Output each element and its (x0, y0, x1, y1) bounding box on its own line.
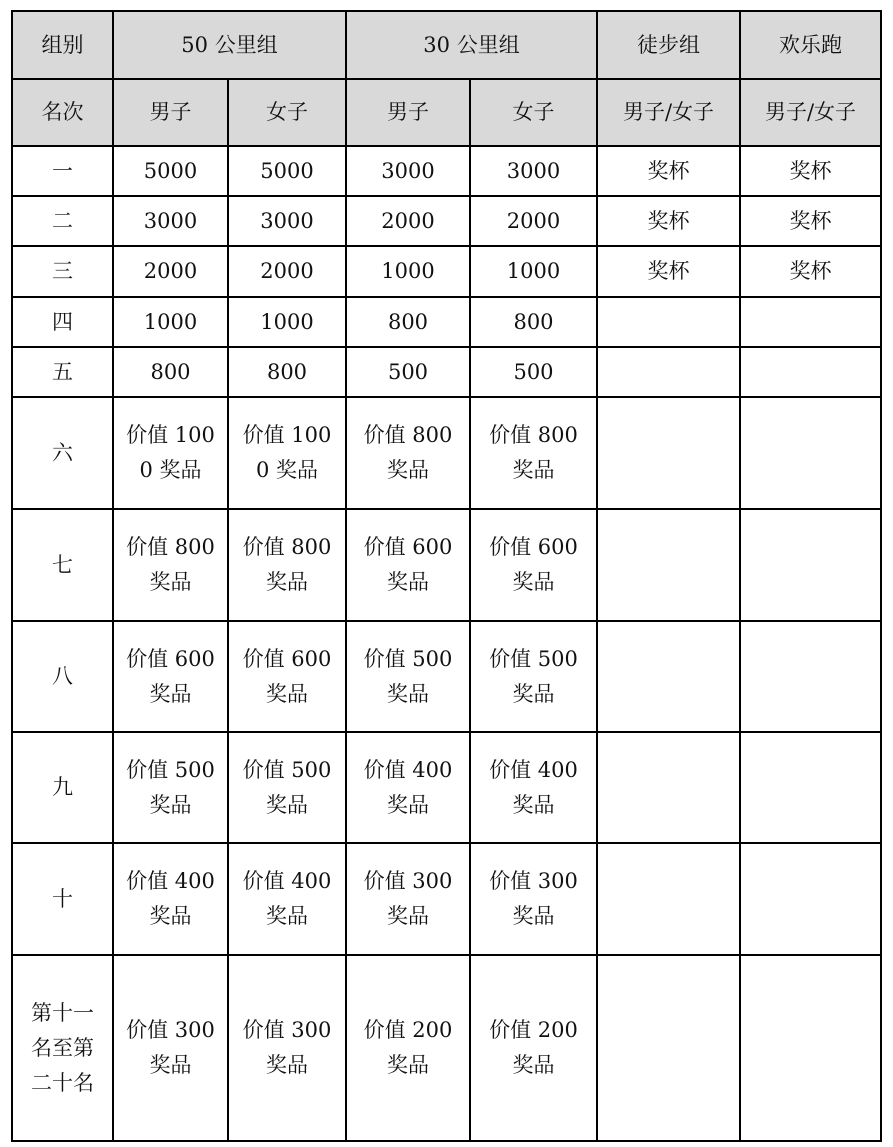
prize-cell (740, 509, 881, 621)
table-row (12, 397, 881, 509)
prize-cell (597, 621, 740, 732)
prize-cell: 价值 800 奖品 (228, 509, 346, 621)
prize-cell: 500 (470, 347, 597, 397)
prize-cell: 3000 (228, 196, 346, 246)
prize-cell: 500 (346, 347, 470, 397)
table-row (12, 196, 881, 246)
prize-cell: 价值 600 奖品 (346, 509, 470, 621)
prize-cell: 价值 400 奖品 (346, 732, 470, 843)
prize-cell: 3000 (470, 146, 597, 196)
prize-cell: 价值 800 奖品 (346, 397, 470, 509)
table-row (12, 621, 881, 732)
prize-cell: 价值 500 奖品 (113, 732, 228, 843)
prize-cell: 价值 500 奖品 (346, 621, 470, 732)
prize-cell (740, 732, 881, 843)
table-row (12, 509, 881, 621)
prize-cell: 2000 (346, 196, 470, 246)
rank-cell: 二 (12, 196, 113, 246)
prize-cell: 奖杯 (740, 146, 881, 196)
prize-cell: 3000 (113, 196, 228, 246)
rank-cell: 三 (12, 246, 113, 297)
prize-cell: 价值 400 奖品 (470, 732, 597, 843)
prize-cell (597, 297, 740, 347)
prize-cell (597, 397, 740, 509)
table-row (12, 297, 881, 347)
table-row (12, 732, 881, 843)
prize-cell: 价值 500 奖品 (228, 732, 346, 843)
rank-cell: 五 (12, 347, 113, 397)
prize-cell: 价值 1000 奖品 (113, 397, 228, 509)
prize-cell: 奖杯 (740, 196, 881, 246)
header-rank-label: 名次 (12, 79, 113, 146)
prize-cell (597, 732, 740, 843)
header-row-genders (12, 79, 881, 146)
header-30km-female: 女子 (470, 79, 597, 146)
prize-cell (740, 843, 881, 955)
prize-cell (597, 509, 740, 621)
prize-cell: 价值 300 奖品 (113, 955, 228, 1141)
rank-cell: 第十一名至第二十名 (12, 955, 113, 1141)
rank-cell: 四 (12, 297, 113, 347)
header-30km: 30 公里组 (346, 11, 597, 79)
prize-cell: 价值 500 奖品 (470, 621, 597, 732)
prize-cell (597, 955, 740, 1141)
prize-cell: 1000 (228, 297, 346, 347)
prize-cell (740, 955, 881, 1141)
header-walk-gender: 男子/女子 (597, 79, 740, 146)
prize-cell: 2000 (113, 246, 228, 297)
header-50km: 50 公里组 (113, 11, 346, 79)
prize-cell: 价值 600 奖品 (470, 509, 597, 621)
prize-cell: 价值 300 奖品 (346, 843, 470, 955)
header-row-groups (12, 11, 881, 79)
prize-cell: 价值 300 奖品 (228, 955, 346, 1141)
prize-cell: 2000 (228, 246, 346, 297)
rank-cell: 七 (12, 509, 113, 621)
prize-cell: 奖杯 (740, 246, 881, 297)
prize-cell: 价值 300 奖品 (470, 843, 597, 955)
header-50km-male: 男子 (113, 79, 228, 146)
prize-cell: 价值 600 奖品 (113, 621, 228, 732)
prize-cell (740, 297, 881, 347)
rank-cell: 九 (12, 732, 113, 843)
prize-cell: 5000 (113, 146, 228, 196)
prize-cell: 800 (228, 347, 346, 397)
prize-cell: 价值 800 奖品 (470, 397, 597, 509)
table-row (12, 955, 881, 1141)
prize-cell: 价值 400 奖品 (228, 843, 346, 955)
rank-cell: 六 (12, 397, 113, 509)
prize-cell: 1000 (470, 246, 597, 297)
header-group-label: 组别 (12, 11, 113, 79)
prize-cell: 1000 (113, 297, 228, 347)
prize-cell (740, 621, 881, 732)
prize-cell: 价值 400 奖品 (113, 843, 228, 955)
prize-cell: 奖杯 (597, 146, 740, 196)
prize-cell: 5000 (228, 146, 346, 196)
prize-cell (597, 843, 740, 955)
prize-cell: 价值 800 奖品 (113, 509, 228, 621)
rank-cell: 一 (12, 146, 113, 196)
prize-cell: 2000 (470, 196, 597, 246)
rank-cell: 十 (12, 843, 113, 955)
prize-cell: 价值 600 奖品 (228, 621, 346, 732)
prize-cell: 800 (346, 297, 470, 347)
prize-cell: 800 (113, 347, 228, 397)
header-walk: 徒步组 (597, 11, 740, 79)
prize-cell: 奖杯 (597, 196, 740, 246)
prize-cell (597, 347, 740, 397)
prize-cell: 800 (470, 297, 597, 347)
prize-cell: 价值 200 奖品 (346, 955, 470, 1141)
table-row (12, 347, 881, 397)
prize-table (11, 10, 882, 1142)
prize-cell: 1000 (346, 246, 470, 297)
header-30km-male: 男子 (346, 79, 470, 146)
table-row (12, 843, 881, 955)
prize-cell (740, 397, 881, 509)
rank-cell: 八 (12, 621, 113, 732)
table-row (12, 246, 881, 297)
prize-cell (740, 347, 881, 397)
header-50km-female: 女子 (228, 79, 346, 146)
prize-cell: 奖杯 (597, 246, 740, 297)
table-row (12, 146, 881, 196)
prize-cell: 价值 1000 奖品 (228, 397, 346, 509)
header-fun-run: 欢乐跑 (740, 11, 881, 79)
prize-cell: 3000 (346, 146, 470, 196)
prize-cell: 价值 200 奖品 (470, 955, 597, 1141)
header-fun-gender: 男子/女子 (740, 79, 881, 146)
